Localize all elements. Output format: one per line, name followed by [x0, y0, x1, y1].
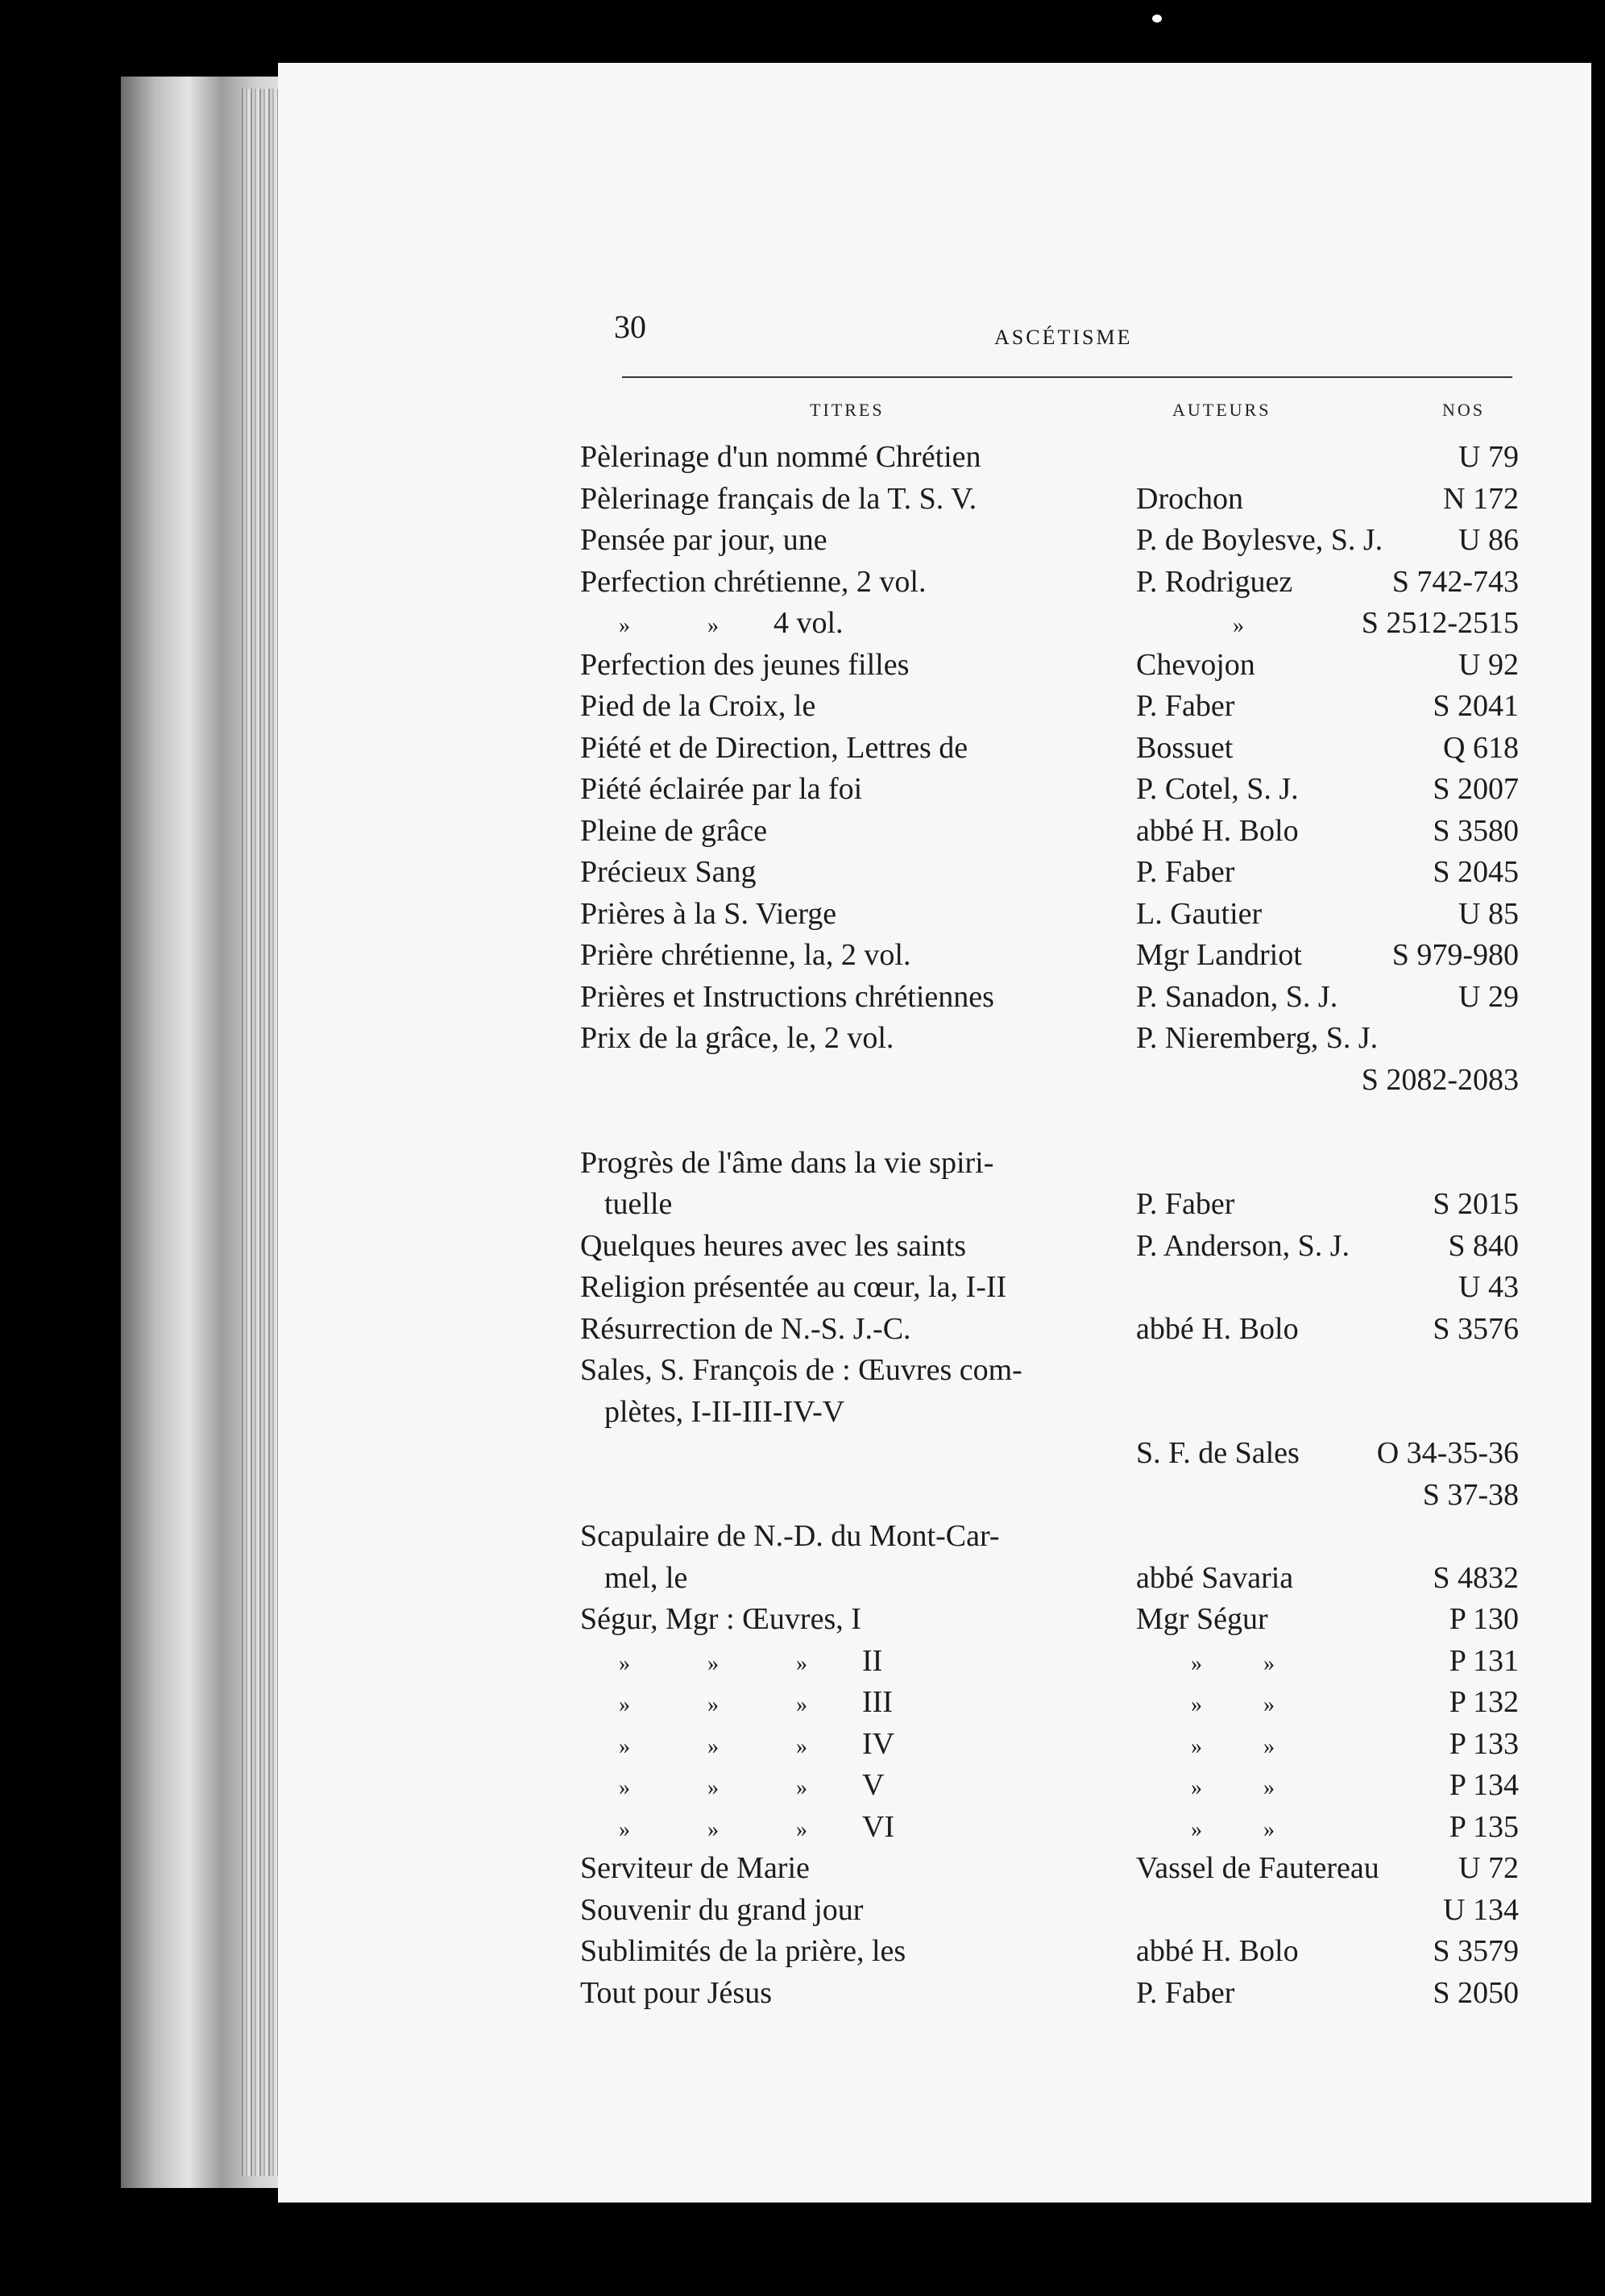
entry-number: U 86 — [1458, 523, 1519, 557]
entry-author: Drochon — [1136, 481, 1243, 516]
entry-row — [580, 1931, 1519, 1973]
ditto-mark: » — [619, 1775, 630, 1800]
entry-number: S 979-980 — [1391, 938, 1519, 972]
entry-title-rest: VI — [862, 1809, 895, 1844]
entry-title-rest: IV — [862, 1726, 895, 1761]
running-title: ASCÉTISME — [994, 326, 1133, 349]
entry-title: Prix de la grâce, le, 2 vol. — [580, 1021, 894, 1055]
entry-row — [580, 977, 1519, 1019]
entry-row — [580, 1143, 1519, 1185]
entry-number: P 131 — [1449, 1643, 1519, 1678]
entry-author: Mgr Landriot — [1136, 938, 1302, 972]
entry-row — [580, 1433, 1519, 1475]
ditto-mark: » — [796, 1775, 807, 1800]
entry-number: O 34-35-36 — [1376, 1436, 1519, 1470]
entry-author: P. Faber — [1136, 855, 1235, 889]
entry-title: Pied de la Croix, le — [580, 689, 816, 723]
entry-title: Religion présentée au cœur, la, I-II — [580, 1270, 1007, 1304]
entry-number: N 172 — [1443, 481, 1519, 516]
entry-number: S 2512-2515 — [1361, 606, 1519, 640]
entry-author: » — [1233, 613, 1244, 638]
entry-title: Piété éclairée par la foi — [580, 772, 863, 806]
entry-row — [580, 603, 1519, 645]
entry-number: S 37-38 — [1422, 1477, 1519, 1512]
entry-title: Prières à la S. Vierge — [580, 896, 837, 931]
entry-row — [580, 645, 1519, 687]
entry-title: Piété et de Direction, Lettres de — [580, 730, 968, 765]
ditto-mark: » — [619, 1816, 630, 1842]
ditto-mark: » — [1263, 1692, 1275, 1717]
entry-author: P. de Boylesve, S. J. — [1136, 523, 1383, 557]
entry-row — [580, 686, 1519, 728]
entry-title — [580, 1724, 1112, 1768]
entry-author: P. Faber — [1136, 689, 1235, 723]
entry-number: P 130 — [1449, 1602, 1519, 1636]
entry-number: P 133 — [1449, 1726, 1519, 1761]
ditto-mark: » — [1191, 1733, 1202, 1759]
entry-title: Perfection chrétienne, 2 vol. — [580, 564, 927, 599]
entry-author: abbé H. Bolo — [1136, 1934, 1299, 1968]
entry-author: P. Nieremberg, S. J. — [1136, 1021, 1379, 1055]
entry-row — [580, 1267, 1519, 1309]
entry-row — [580, 479, 1519, 521]
entry-author — [1112, 1682, 1305, 1726]
entry-title: Prières et Instructions chrétiennes — [580, 979, 994, 1014]
entry-row — [580, 1184, 1519, 1226]
entry-author: abbé H. Bolo — [1136, 813, 1299, 848]
entry-author: P. Sanadon, S. J. — [1136, 979, 1338, 1014]
entry-row — [580, 728, 1519, 770]
entry-title: Perfection des jeunes filles — [580, 647, 910, 682]
entry-row — [580, 894, 1519, 936]
entry-author: abbé H. Bolo — [1136, 1311, 1299, 1346]
entry-number: U 92 — [1458, 647, 1519, 682]
ditto-mark: » — [619, 1733, 630, 1759]
entry-title: Ségur, Mgr : Œuvres, I — [580, 1602, 861, 1636]
entry-row — [580, 1599, 1519, 1641]
entry-row — [580, 1475, 1519, 1517]
entry-row — [580, 437, 1519, 479]
entry-row — [580, 1350, 1519, 1392]
entry-title: Scapulaire de N.-D. du Mont-Car- — [580, 1519, 1000, 1553]
entry-number: S 2007 — [1433, 772, 1519, 806]
entry-number: S 2045 — [1433, 855, 1519, 889]
entry-number: Q 618 — [1443, 730, 1519, 765]
entry-title — [580, 1807, 1112, 1851]
entry-author: P. Faber — [1136, 1187, 1235, 1221]
entry-author: P. Rodriguez — [1136, 564, 1293, 599]
entry-row — [580, 1765, 1519, 1807]
entry-row — [580, 1724, 1519, 1766]
entry-row — [580, 1848, 1519, 1890]
ditto-mark: » — [619, 613, 630, 638]
entry-row — [580, 1890, 1519, 1932]
ditto-mark: » — [796, 1733, 807, 1759]
ditto-mark: » — [796, 1816, 807, 1842]
entry-number: U 85 — [1458, 896, 1519, 931]
entry-author: L. Gautier — [1136, 896, 1263, 931]
entry-title: Pleine de grâce — [580, 813, 768, 848]
entry-title: mel, le — [604, 1560, 688, 1595]
entry-author: P. Anderson, S. J. — [1136, 1228, 1350, 1263]
entry-title: Souvenir du grand jour — [580, 1892, 864, 1927]
entry-row — [580, 1516, 1519, 1558]
entry-author: Chevojon — [1136, 647, 1255, 682]
entry-number: S 2082-2083 — [1361, 1062, 1519, 1097]
ditto-mark: » — [1263, 1816, 1275, 1842]
entry-title: Quelques heures avec les saints — [580, 1228, 967, 1263]
entry-title: Pèlerinage d'un nommé Chrétien — [580, 440, 981, 474]
entry-number: S 742-743 — [1391, 564, 1519, 599]
entry-author: P. Faber — [1136, 1975, 1235, 2010]
entry-title — [580, 1641, 1112, 1685]
entry-number: S 3579 — [1433, 1934, 1519, 1968]
entry-author: abbé Savaria — [1136, 1560, 1294, 1595]
entry-number: P 134 — [1449, 1768, 1519, 1802]
column-header-numbers: NOS — [1442, 400, 1486, 420]
entry-title: Pensée par jour, une — [580, 523, 827, 557]
entry-author: Bossuet — [1136, 730, 1234, 765]
entry-author: Mgr Ségur — [1136, 1602, 1268, 1636]
ditto-mark: » — [1191, 1692, 1202, 1717]
entry-author: Vassel de Fautereau — [1136, 1851, 1379, 1885]
page-number: 30 — [614, 309, 646, 345]
entry-title — [580, 1682, 1112, 1726]
entry-row — [580, 1309, 1519, 1351]
ditto-mark: » — [707, 1692, 719, 1717]
entry-author — [1112, 1641, 1305, 1685]
entry-title: Précieux Sang — [580, 855, 757, 889]
entry-row — [580, 1226, 1519, 1268]
entry-number: S 2050 — [1433, 1975, 1519, 2010]
ditto-mark: » — [707, 1775, 719, 1800]
entry-row — [580, 1101, 1519, 1143]
entry-title-rest: V — [862, 1768, 885, 1802]
entry-number: S 840 — [1448, 1228, 1519, 1263]
entry-row — [580, 769, 1519, 811]
header-rule — [622, 376, 1512, 378]
entry-number: U 29 — [1458, 979, 1519, 1014]
entry-author — [1112, 1765, 1305, 1809]
ditto-mark: » — [707, 613, 719, 638]
entry-number: U 134 — [1443, 1892, 1519, 1927]
entry-title — [580, 603, 1112, 647]
column-header-titles: TITRES — [810, 400, 885, 420]
entry-number: S 2041 — [1433, 689, 1519, 723]
entry-title — [580, 1765, 1112, 1809]
ditto-mark: » — [707, 1650, 719, 1676]
entry-row — [580, 1392, 1519, 1434]
entry-author — [1112, 1807, 1305, 1851]
entry-row — [580, 1060, 1519, 1102]
entry-row — [580, 1682, 1519, 1724]
entry-title-rest: III — [862, 1685, 893, 1719]
entry-title-rest: 4 vol. — [773, 606, 844, 640]
entry-number: U 72 — [1458, 1851, 1519, 1885]
ditto-mark: » — [1191, 1816, 1202, 1842]
entry-title: tuelle — [604, 1187, 673, 1221]
entry-row — [580, 1018, 1519, 1060]
entry-number: U 43 — [1458, 1270, 1519, 1304]
ditto-mark: » — [1191, 1775, 1202, 1800]
entry-row — [580, 852, 1519, 894]
entry-title: plètes, I-II-III-IV-V — [604, 1394, 845, 1429]
ditto-mark: » — [619, 1692, 630, 1717]
entry-title: Prière chrétienne, la, 2 vol. — [580, 938, 911, 972]
entry-title: Serviteur de Marie — [580, 1851, 810, 1885]
entry-row — [580, 1807, 1519, 1849]
entry-number: P 132 — [1449, 1685, 1519, 1719]
ditto-mark: » — [796, 1650, 807, 1676]
speck — [1152, 15, 1162, 23]
entry-number: S 3580 — [1433, 813, 1519, 848]
ditto-mark: » — [1263, 1733, 1275, 1759]
entry-row — [580, 811, 1519, 853]
entry-row — [580, 935, 1519, 977]
ditto-mark: » — [796, 1692, 807, 1717]
entry-number: S 2015 — [1433, 1187, 1519, 1221]
ditto-mark: » — [1263, 1650, 1275, 1676]
entry-row — [580, 562, 1519, 604]
entry-title: Sales, S. François de : Œuvres com- — [580, 1353, 1022, 1387]
ditto-mark: » — [707, 1733, 719, 1759]
ditto-mark: » — [707, 1816, 719, 1842]
entry-row — [580, 1558, 1519, 1600]
entry-title: Pèlerinage français de la T. S. V. — [580, 481, 977, 516]
entry-row — [580, 520, 1519, 562]
entries-list — [580, 437, 1519, 2014]
ditto-mark: » — [1263, 1775, 1275, 1800]
entry-title-rest: II — [862, 1643, 883, 1678]
entry-row — [580, 1641, 1519, 1683]
entry-title: Tout pour Jésus — [580, 1975, 773, 2010]
entry-title: Progrès de l'âme dans la vie spiri- — [580, 1145, 994, 1180]
entry-title: Résurrection de N.-S. J.-C. — [580, 1311, 911, 1346]
entry-number: S 3576 — [1433, 1311, 1519, 1346]
column-header-authors: AUTEURS — [1172, 400, 1271, 420]
entry-number: P 135 — [1449, 1809, 1519, 1844]
entry-row — [580, 1973, 1519, 2015]
entry-author — [1112, 1724, 1305, 1768]
entry-title: Sublimités de la prière, les — [580, 1934, 906, 1968]
entry-number: S 4832 — [1433, 1560, 1519, 1595]
entry-number: U 79 — [1458, 440, 1519, 474]
entry-author: S. F. de Sales — [1136, 1436, 1300, 1470]
ditto-mark: » — [1191, 1650, 1202, 1676]
entry-author: P. Cotel, S. J. — [1136, 772, 1299, 806]
ditto-mark: » — [619, 1650, 630, 1676]
